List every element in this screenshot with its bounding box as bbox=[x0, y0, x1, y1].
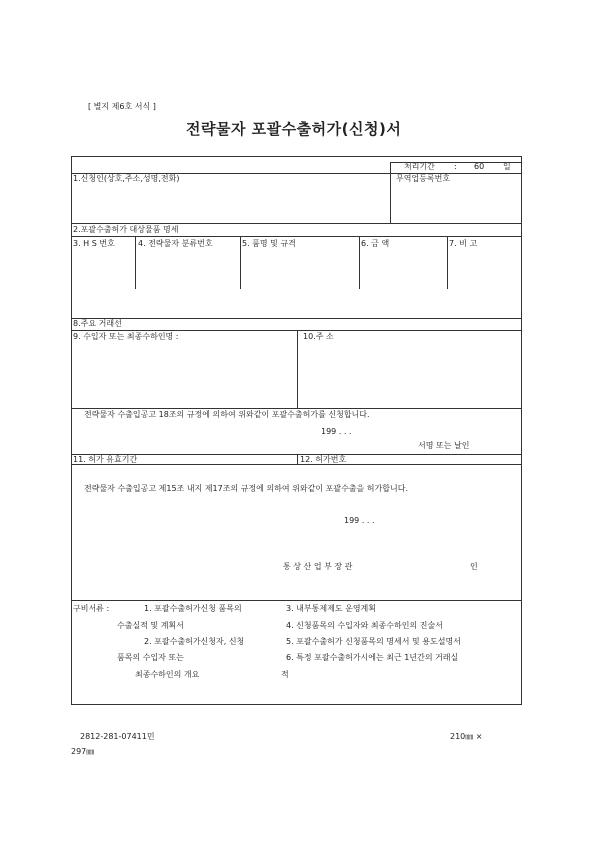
permit-no-field: 12. 허가번호 bbox=[300, 455, 347, 464]
permit-form bbox=[71, 156, 522, 705]
document-item: 수출실적 및 계획서 bbox=[117, 621, 184, 630]
application-statement: 전략물자 수출입공고 18조의 규정에 의하여 위와같이 포괄수출허가를 신청합니다. bbox=[84, 410, 370, 419]
form-reference: [ 별지 제6호 서식 ] bbox=[88, 102, 156, 111]
page-title: 전략물자 포괄수출허가(신청)서 bbox=[186, 120, 402, 138]
processing-unit: 일 bbox=[503, 162, 511, 171]
divider bbox=[72, 408, 521, 409]
seal-mark: 인 bbox=[470, 562, 478, 571]
document-item: 적 bbox=[281, 670, 289, 679]
approval-statement: 전략물자 수출입공고 제15조 내지 제17조의 규정에 의하여 위와같이 포괄수출을 허가합니다. bbox=[84, 484, 408, 493]
divider bbox=[297, 454, 298, 464]
document-item: 최종수하인의 개요 bbox=[135, 670, 200, 679]
product-name-field: 5. 품명 및 규격 bbox=[242, 239, 296, 248]
divider bbox=[447, 236, 448, 289]
applicant-field: 1.신청인(상호,주소,성명,전화) bbox=[73, 174, 180, 183]
main-clients-field: 8.주요 거래선 bbox=[73, 319, 122, 328]
application-date: 199 . . . bbox=[321, 427, 352, 436]
divider bbox=[390, 162, 391, 223]
importer-field: 9. 수입자 또는 최종수하인명 : bbox=[73, 332, 179, 341]
processing-colon: : bbox=[454, 162, 457, 171]
document-item: 1. 포괄수출허가신청 품목의 bbox=[144, 604, 242, 613]
document-item: 6. 특정 포괄수출허가시에는 최근 1년간의 거래실 bbox=[286, 653, 459, 662]
items-spec-field: 2.포괄수출허가 대상물품 명세 bbox=[73, 225, 179, 234]
documents-heading: 구비서류 : bbox=[73, 604, 110, 613]
divider bbox=[135, 236, 136, 289]
amount-field: 6. 금 액 bbox=[361, 239, 390, 248]
divider bbox=[72, 600, 521, 601]
approval-date: 199 . . . bbox=[344, 516, 375, 525]
divider bbox=[72, 318, 521, 319]
validity-period-field: 11. 허가 유효기간 bbox=[73, 455, 138, 464]
processing-days: 60 bbox=[474, 162, 485, 171]
form-code: 2812-281-07411민 bbox=[80, 732, 155, 741]
divider bbox=[359, 236, 360, 289]
document-item: 품목의 수입자 또는 bbox=[117, 653, 184, 662]
document-item: 3. 내부통제제도 운영계획 bbox=[286, 604, 376, 613]
processing-label: 처리기간 bbox=[404, 162, 435, 171]
address-field: 10.주 소 bbox=[303, 332, 334, 341]
authority-name: 통 상 산 업 부 장 관 bbox=[283, 562, 353, 571]
classification-no-field: 4. 전략물자 분류번호 bbox=[138, 239, 213, 248]
document-item: 5. 포괄수출허가 신청품목의 명세서 및 용도설명서 bbox=[286, 637, 461, 646]
divider bbox=[72, 223, 521, 224]
divider bbox=[72, 236, 521, 237]
divider bbox=[72, 464, 521, 465]
paper-size-width: 210㎜ × bbox=[450, 732, 483, 741]
signature-label: 서명 또는 날인 bbox=[418, 441, 470, 450]
document-item: 4. 신청품목의 수입자와 최종수하인의 진술서 bbox=[286, 621, 443, 630]
trade-reg-no-field: 무역업등록번호 bbox=[396, 174, 451, 183]
hs-no-field: 3. H S 번호 bbox=[73, 239, 115, 248]
divider bbox=[297, 330, 298, 408]
document-item: 2. 포괄수출허가신청자, 신청 bbox=[144, 637, 245, 646]
remarks-field: 7. 비 고 bbox=[449, 239, 478, 248]
divider bbox=[240, 236, 241, 289]
paper-size-height: 297㎜ bbox=[71, 747, 95, 756]
